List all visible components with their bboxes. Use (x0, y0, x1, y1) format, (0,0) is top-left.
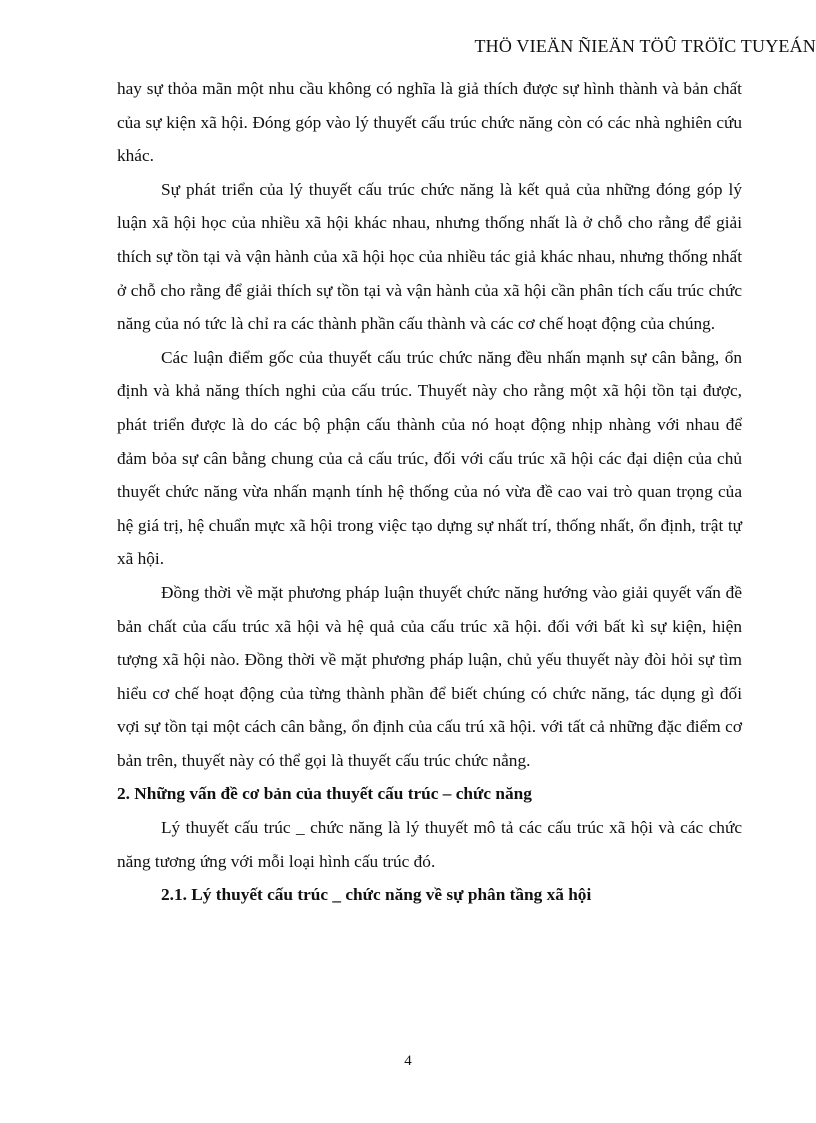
subsection-heading: 2.1. Lý thuyết cấu trúc _ chức năng về sự phân tầng xã hội (161, 885, 592, 905)
document-body (117, 72, 742, 912)
section-heading: 2. Những vấn đề cơ bản của thuyết cấu trúc – chức năng (117, 784, 532, 804)
page-header: THÖ VIEÄN ÑIEÄN TÖÛ TRÖÏC TUYEÁN (474, 36, 816, 56)
paragraph-core-points: Các luận điểm gốc của thuyết cấu trúc chức năng đều nhấn mạnh sự cân bằng, ổn định và khả năng thích nghi của cấu trúc. Thuyết này cho rằng một xã hội tồn tại được, phát triển được là do các bộ phận cấu thành của nó hoạt động nhịp nhàng với nhau để đảm bỏa sự cân bằng chung của cả cấu trúc, đối với cấu trúc xã hội các đại diện của chủ thuyết chức năng vừa nhấn mạnh tính hệ thống của nó vừa đề cao vai trò quan trọng của hệ giá trị, hệ chuẩn mực xã hội trong việc tạo dựng sự nhất trí, thống nhất, ổn định, trật tự xã hội. (117, 347, 742, 569)
paragraph-methodology: Đồng thời về mặt phương pháp luận thuyết chức năng hướng vào giải quyết vấn đề bản chất của cấu trúc xã hội và hệ quả của cấu trúc xã hội. đối với bất kì sự kiện, hiện tượng xã hội nào. Đồng thời về mặt phương pháp luận, chủ yếu thuyết này đòi hỏi sự tìm hiểu cơ chế hoạt động của từng thành phần để biết chúng có chức năng, tác dụng gì đối vợi sự tồn tại một cách cân bằng, ổn định của cấu trú xã hội. với tất cả những đặc điểm cơ bản trên, thuyết này có thể gọi là thuyết cấu trúc chức nẳng. (117, 582, 742, 770)
page-number: 4 (404, 1053, 412, 1069)
paragraph-development: Sự phát triển của lý thuyết cấu trúc chức năng là kết quả của những đóng góp lý luận xã hội học của nhiều xã hội khác nhau, nhưng thống nhất là ở chỗ cho rằng để giải thích sự tồn tại và vận hành của xã hội học của nhiều tác giả khác nhau, nhưng thống nhất ở chỗ cho rằng để giải thích sự tồn tại và vận hành của xã hội cần phân tích cấu trúc chức năng của nó tức là chỉ ra các thành phần cấu thành và các cơ chế hoạt động của chúng. (117, 179, 742, 334)
paragraph-continuation: hay sự thỏa mãn một nhu cầu không có nghĩa là giả thích được sự hình thành và bản chất của sự kiện xã hội. Đóng góp vào lý thuyết cấu trúc chức năng còn có các nhà nghiên cứu khác. (117, 79, 742, 166)
section-paragraph: Lý thuyết cấu trúc _ chức năng là lý thuyết mô tả các cấu trúc xã hội và các chức năng tương ứng với mỗi loại hình cấu trúc đó. (117, 818, 742, 871)
